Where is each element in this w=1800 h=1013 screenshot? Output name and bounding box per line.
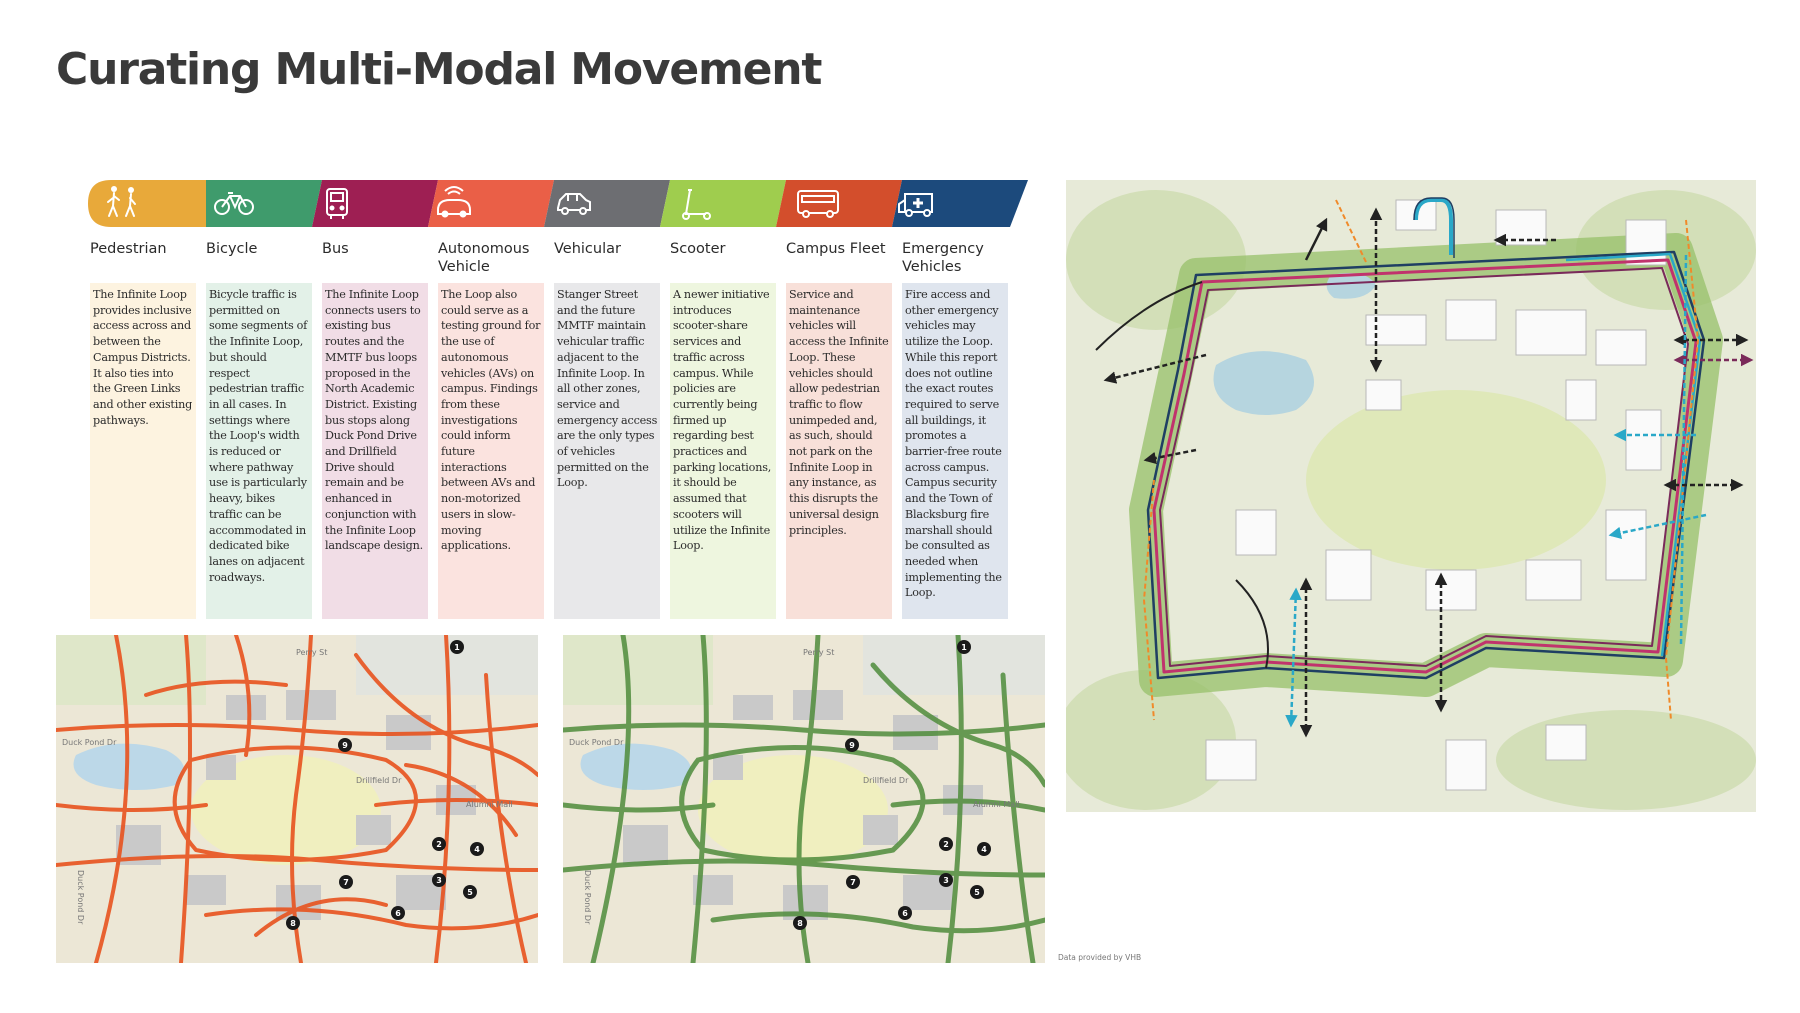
- street-label: Duck Pond Dr: [569, 738, 624, 747]
- mode-title-campus-fleet: Campus Fleet: [786, 241, 886, 257]
- map-marker: [286, 916, 300, 930]
- svg-text:5: 5: [974, 888, 980, 897]
- svg-text:8: 8: [290, 919, 296, 928]
- svg-text:1: 1: [454, 643, 460, 652]
- svg-text:6: 6: [902, 909, 908, 918]
- street-label: Duck Pond Dr: [62, 738, 117, 747]
- mode-header-band: [88, 180, 1028, 227]
- map-marker: [898, 906, 912, 920]
- mode-title-emergency-vehicles: Emergency Vehicles: [902, 241, 984, 275]
- mode-title-autonomous-vehicle: Autonomous Vehicle: [438, 241, 530, 275]
- mode-description-autonomous-vehicle: The Loop also could serve as a testing ground for the use of autonomous vehicles (AVs) on campus. Findings from these investigations could inform future interactions between AVs and non-motorized users in slow-moving applications.: [438, 283, 544, 619]
- mode-description-bicycle: Bicycle traffic is permitted on some segments of the Infinite Loop, but should respect pedestrian traffic in all cases. In settings where the Loop's width is reduced or where pathway use is particularly heavy, bikes traffic can be accommodated in dedicated bike lanes on adjacent roadways.: [206, 283, 312, 619]
- mode-description-pedestrian: The Infinite Loop provides inclusive access across and between the Campus Districts. It also ties into the Green Links and other existing pathways.: [90, 283, 196, 619]
- emergency-band: [892, 180, 1028, 227]
- street-label: Alumni Mall: [973, 800, 1020, 809]
- autonomous-band: [428, 180, 554, 227]
- street-label: Drillfield Dr: [356, 776, 402, 785]
- pedestrian-band: [88, 180, 206, 227]
- mode-description-scooter: A newer initiative introduces scooter-share services and traffic across campus. While policies are currently being firmed up regarding best practices and parking locations, it should be assumed that scooters will utilize the Infinite Loop.: [670, 283, 776, 619]
- street-label: Duck Pond Dr: [76, 870, 85, 925]
- map-marker: [450, 640, 464, 654]
- bus-band: [312, 180, 438, 227]
- mode-description-campus-fleet: Service and maintenance vehicles will access the Infinite Loop. These vehicles should allow pedestrian traffic to flow unimpeded and, as such, should not park on the Infinite Loop in any instance, as this disrupts the universal design principles.: [786, 283, 892, 619]
- mode-title-pedestrian: Pedestrian: [90, 241, 167, 257]
- map-marker: [845, 738, 859, 752]
- duck-pond: [1214, 351, 1315, 415]
- svg-text:4: 4: [474, 845, 480, 854]
- mode-title-bicycle: Bicycle: [206, 241, 258, 257]
- svg-text:2: 2: [943, 840, 949, 849]
- mode-description-emergency-vehicles: Fire access and other emergency vehicles may utilize the Loop. While this report does not outline the exact routes required to serve all buildings, it promotes a barrier-free route across campus. Campus security and the Town of Blacksburg fire marshall should be consulted as needed when implementing the Loop.: [902, 283, 1008, 619]
- svg-text:2: 2: [436, 840, 442, 849]
- map-marker: [339, 875, 353, 889]
- street-label: Drillfield Dr: [863, 776, 909, 785]
- svg-text:4: 4: [981, 845, 987, 854]
- drillfield-lawn: [1306, 390, 1606, 570]
- svg-text:3: 3: [436, 876, 442, 885]
- map-marker: [470, 842, 484, 856]
- mode-title-bus: Bus: [322, 241, 349, 257]
- mode-title-vehicular: Vehicular: [554, 241, 621, 257]
- svg-text:6: 6: [395, 909, 401, 918]
- map-marker: [970, 885, 984, 899]
- street-label: Alumni Mall: [466, 800, 513, 809]
- page-title: Curating Multi-Modal Movement: [56, 44, 822, 95]
- pedestrian-activity-map: [56, 635, 538, 963]
- svg-text:1: 1: [961, 643, 967, 652]
- map-marker: [793, 916, 807, 930]
- mode-description-bus: The Infinite Loop connects users to existing bus routes and the MMTF bus loops proposed in the North Academic District. Existing bus stops along Duck Pond Drive and Drillfield Drive should remain and be enhanced in conjunction with the Infinite Loop landscape design.: [322, 283, 428, 619]
- svg-text:5: 5: [467, 888, 473, 897]
- map-marker: [939, 837, 953, 851]
- svg-text:9: 9: [342, 741, 348, 750]
- map-marker: [846, 875, 860, 889]
- mode-title-scooter: Scooter: [670, 241, 726, 257]
- map-marker: [463, 885, 477, 899]
- svg-text:7: 7: [850, 878, 856, 887]
- map-marker: [432, 837, 446, 851]
- map-marker: [432, 873, 446, 887]
- svg-text:7: 7: [343, 878, 349, 887]
- svg-text:9: 9: [849, 741, 855, 750]
- map-marker: [977, 842, 991, 856]
- map-marker: [957, 640, 971, 654]
- mode-description-vehicular: Stanger Street and the future MMTF maintain vehicular traffic adjacent to the Infinite Loop. In all other zones, service and emergency access are the only types of vehicles permitted on the Loop.: [554, 283, 660, 619]
- data-credit: Data provided by VHB: [1058, 953, 1142, 962]
- map-marker: [939, 873, 953, 887]
- street-label: Perry St: [296, 648, 328, 657]
- svg-text:3: 3: [943, 876, 949, 885]
- scooter-band: [660, 180, 786, 227]
- map-marker: [391, 906, 405, 920]
- svg-text:8: 8: [797, 919, 803, 928]
- bicycle-activity-map: [563, 635, 1045, 963]
- vehicular-band: [544, 180, 670, 227]
- map-marker: [338, 738, 352, 752]
- infinite-loop-circulation-map: [1066, 180, 1756, 812]
- street-label: Duck Pond Dr: [583, 870, 592, 925]
- street-label: Perry St: [803, 648, 835, 657]
